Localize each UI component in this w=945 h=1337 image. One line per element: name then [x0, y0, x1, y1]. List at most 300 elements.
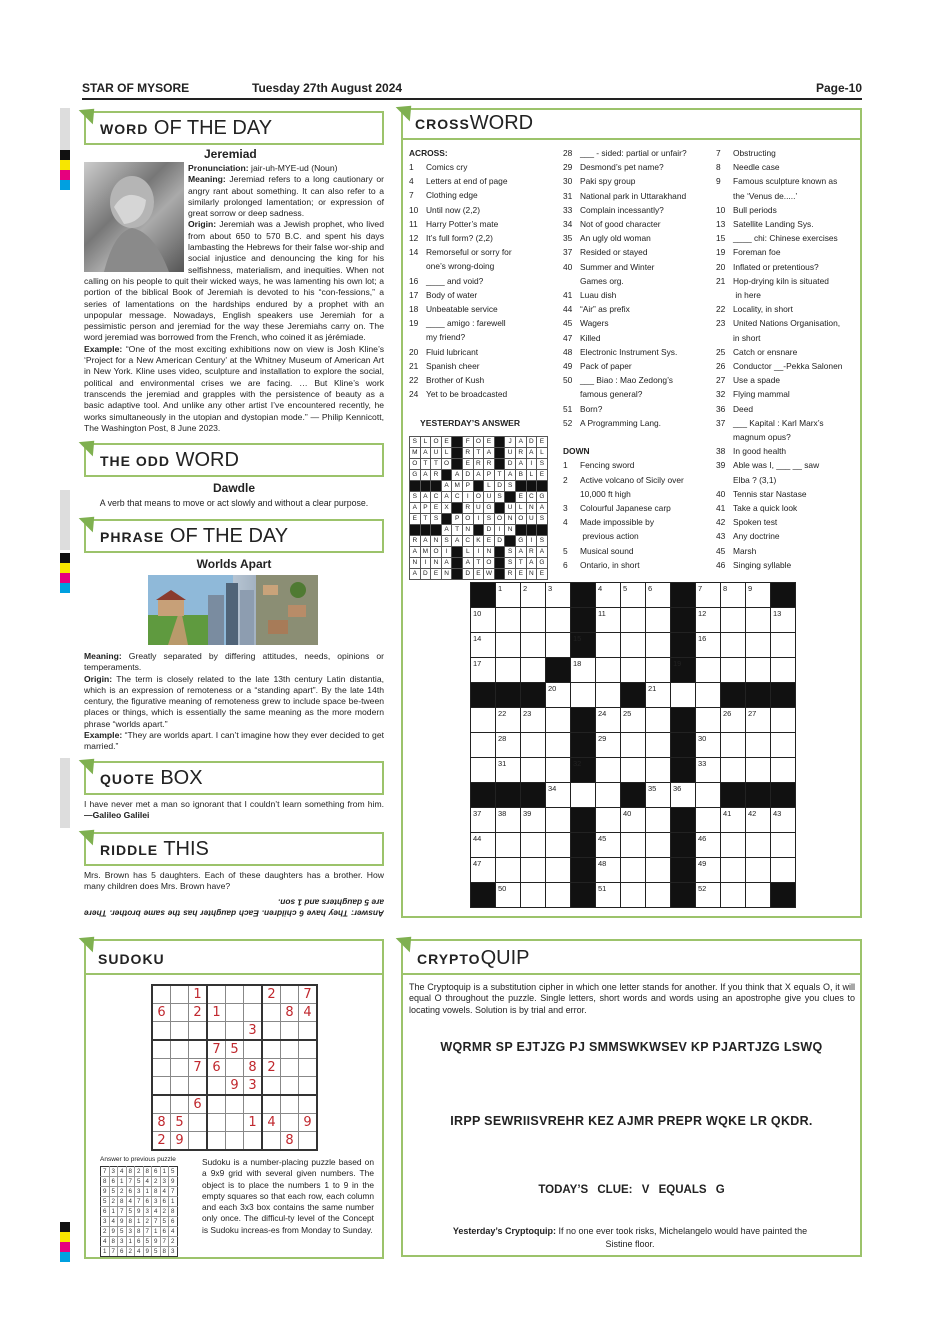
crossword-cell[interactable] — [646, 708, 671, 733]
answer-cell: M — [420, 547, 431, 558]
crossword-cell[interactable] — [721, 733, 746, 758]
clue-item: DOWN — [563, 446, 590, 457]
issue-date: Tuesday 27th August 2024 — [252, 81, 403, 95]
crossword-cell[interactable] — [646, 783, 671, 808]
sudoku-cell[interactable] — [171, 985, 189, 1004]
crossword-cell[interactable] — [746, 633, 771, 658]
crossword-cell[interactable] — [671, 683, 696, 708]
clue-item: Elba ? (3,1) — [733, 474, 777, 485]
sudoku-cell[interactable] — [226, 1132, 244, 1151]
sudoku-cell[interactable] — [299, 1040, 318, 1059]
crossword-cell[interactable] — [721, 708, 746, 733]
sudoku-cell[interactable] — [281, 1114, 299, 1132]
clue-item: in here — [733, 290, 761, 301]
crossword-cell[interactable] — [696, 733, 721, 758]
crossword-cell[interactable] — [496, 708, 521, 733]
sudoku-cell[interactable] — [281, 985, 299, 1004]
answer-cell: A — [410, 503, 421, 514]
black-square — [521, 783, 546, 808]
crossword-cell[interactable] — [696, 783, 721, 808]
crossword-cell[interactable] — [496, 608, 521, 633]
black-square — [721, 783, 746, 808]
margin-bar — [60, 758, 70, 828]
crossword-cell[interactable] — [496, 658, 521, 683]
answer-cell: M — [410, 448, 421, 459]
crossword-cell[interactable] — [646, 633, 671, 658]
crossword-cell[interactable] — [696, 833, 721, 858]
crossword-cell[interactable] — [696, 758, 721, 783]
black-square — [671, 733, 696, 758]
clue-number: 46 — [698, 834, 707, 843]
sudoku-cell[interactable] — [226, 1095, 244, 1114]
clue-item: 10,000 ft high — [580, 488, 631, 499]
clue-item: 1 Fencing sword — [563, 460, 635, 471]
clue-item: 34 Not of good character — [563, 219, 661, 230]
crossword-cell[interactable] — [471, 808, 496, 833]
crossword-cell[interactable] — [521, 658, 546, 683]
answer-cell: C — [431, 492, 442, 503]
crossword-cell[interactable] — [696, 808, 721, 833]
answer-cell: N — [431, 558, 442, 569]
sudoku-answer-cell: 7 — [152, 1217, 161, 1227]
sudoku-answer-cell: 4 — [126, 1197, 135, 1207]
crossword-cell[interactable] — [596, 733, 621, 758]
crossword-cell[interactable] — [621, 608, 646, 633]
crossword-cell[interactable] — [746, 858, 771, 883]
crossword-cell[interactable] — [621, 858, 646, 883]
crossword-cell[interactable] — [646, 733, 671, 758]
crossword-cell[interactable] — [596, 808, 621, 833]
answer-cell — [494, 558, 505, 569]
sudoku-cell[interactable] — [189, 1022, 208, 1041]
sudoku-answer-cell: 2 — [101, 1227, 110, 1237]
sudoku-cell[interactable] — [262, 1022, 281, 1041]
clue-number: 19 — [673, 659, 682, 668]
crossword-cell[interactable] — [696, 883, 721, 908]
sudoku-cell[interactable] — [189, 1114, 208, 1132]
crossword-cell[interactable] — [646, 808, 671, 833]
crossword-cell[interactable] — [596, 583, 621, 608]
sudoku-answer-cell: 6 — [135, 1237, 144, 1247]
crossword-cell[interactable] — [596, 858, 621, 883]
riddle-banner — [84, 832, 384, 866]
clue-item: 32 Flying mammal — [716, 389, 790, 400]
crossword-cell[interactable] — [521, 608, 546, 633]
answer-cell — [494, 448, 505, 459]
crossword-cell[interactable] — [696, 608, 721, 633]
answer-cell — [452, 503, 463, 514]
crossword-cell[interactable] — [646, 883, 671, 908]
sudoku-answer-cell: 5 — [135, 1177, 144, 1187]
answer-cell — [505, 536, 516, 547]
sudoku-cell[interactable] — [152, 1077, 171, 1096]
crossword-cell[interactable] — [771, 733, 796, 758]
crossword-cell[interactable] — [621, 708, 646, 733]
crossword-cell[interactable] — [771, 608, 796, 633]
clue-item: 45 Wagers — [563, 318, 609, 329]
crossword-cell[interactable] — [696, 858, 721, 883]
section-title: WORD OF THE DAY — [100, 117, 273, 139]
answer-cell: S — [431, 514, 442, 525]
sudoku-cell[interactable] — [226, 1114, 244, 1132]
answer-cell: L — [537, 448, 548, 459]
sudoku-cell[interactable] — [281, 1040, 299, 1059]
crossword-cell[interactable] — [746, 883, 771, 908]
crossword-cell[interactable] — [521, 583, 546, 608]
crossword-cell[interactable] — [696, 658, 721, 683]
black-square — [721, 683, 746, 708]
black-square — [671, 708, 696, 733]
answer-cell: E — [431, 503, 442, 514]
crossword-cell[interactable] — [746, 758, 771, 783]
crossword-cell[interactable] — [671, 783, 696, 808]
sudoku-cell[interactable] — [226, 985, 244, 1004]
sudoku-cell[interactable] — [244, 1095, 263, 1114]
crossword-cell[interactable] — [621, 658, 646, 683]
crossword-cell[interactable] — [646, 683, 671, 708]
crossword-cell[interactable] — [771, 633, 796, 658]
clue-number: 40 — [623, 809, 632, 818]
registration-mark — [60, 160, 70, 170]
riddle-answer: Answer: They have 6 children. Each daughter has the same brother. There are 5 daughters and 1 son. — [84, 897, 384, 919]
crossword-cell[interactable] — [521, 733, 546, 758]
answer-cell — [431, 481, 442, 492]
clue-number: 43 — [773, 809, 782, 818]
crossword-cell[interactable] — [621, 758, 646, 783]
crossword-cell[interactable] — [771, 658, 796, 683]
sudoku-cell[interactable] — [189, 1132, 208, 1151]
black-square — [671, 833, 696, 858]
crossword-cell[interactable] — [646, 608, 671, 633]
crossword-cell[interactable] — [621, 833, 646, 858]
crossword-cell[interactable] — [521, 858, 546, 883]
answer-cell: S — [537, 514, 548, 525]
sudoku-cell[interactable] — [171, 1040, 189, 1059]
sudoku-answer-cell: 6 — [101, 1207, 110, 1217]
clue-number: 32 — [573, 759, 582, 768]
crossword-cell[interactable] — [521, 808, 546, 833]
crossword-cell[interactable] — [471, 858, 496, 883]
sudoku-answer-cell: 6 — [160, 1197, 169, 1207]
crossword-cell[interactable] — [471, 758, 496, 783]
sudoku-cell[interactable] — [281, 1077, 299, 1096]
crossword-cell[interactable] — [521, 633, 546, 658]
sudoku-cell[interactable] — [299, 1132, 318, 1151]
sudoku-cell: 4 — [299, 1004, 318, 1022]
answer-cell: R — [473, 459, 484, 470]
sudoku-answer-cell: 9 — [143, 1247, 152, 1257]
sudoku-cell[interactable] — [262, 1132, 281, 1151]
sudoku-answer-cell: 6 — [160, 1227, 169, 1237]
clue-number: 3 — [548, 584, 553, 593]
crossword-cell[interactable] — [496, 733, 521, 758]
clue-number: 21 — [648, 684, 657, 693]
answer-cell: R — [431, 470, 442, 481]
crossword-cell[interactable] — [596, 633, 621, 658]
sudoku-answer-cell: 1 — [143, 1187, 152, 1197]
crossword-cell[interactable] — [746, 733, 771, 758]
crossword-cell[interactable] — [571, 683, 596, 708]
sudoku-cell[interactable] — [171, 1077, 189, 1096]
crossword-cell[interactable] — [546, 583, 571, 608]
sudoku-answer-cell: 9 — [169, 1177, 178, 1187]
answer-cell: O — [473, 492, 484, 503]
clue-number: 49 — [698, 859, 707, 868]
odd-word-definition: A verb that means to move or act slowly and without a clear purpose. — [99, 498, 369, 508]
crossword-cell[interactable] — [621, 583, 646, 608]
sudoku-cell[interactable] — [207, 1077, 226, 1096]
answer-cell: U — [505, 503, 516, 514]
crossword-cell[interactable] — [546, 708, 571, 733]
crossword-cell[interactable] — [471, 708, 496, 733]
clue-item: 1 Comics cry — [409, 162, 468, 172]
answer-cell: D — [494, 536, 505, 547]
sudoku-cell[interactable] — [152, 985, 171, 1004]
crossword-cell[interactable] — [621, 808, 646, 833]
crossword-cell[interactable] — [571, 658, 596, 683]
sudoku-answer-cell: 9 — [118, 1217, 127, 1227]
answer-cell: O — [462, 514, 473, 525]
crossword-cell[interactable] — [746, 833, 771, 858]
sudoku-cell[interactable] — [189, 1077, 208, 1096]
answer-cell — [494, 569, 505, 580]
crossword-cell[interactable] — [621, 883, 646, 908]
crossword-cell[interactable] — [471, 633, 496, 658]
clue-item: 52 A Programming Lang. — [563, 417, 662, 428]
crossword-cell[interactable] — [771, 833, 796, 858]
crossword-cell[interactable] — [546, 608, 571, 633]
crossword-cell[interactable] — [546, 833, 571, 858]
crossword-cell[interactable] — [521, 883, 546, 908]
sudoku-cell[interactable] — [152, 1040, 171, 1059]
clue-number: 27 — [748, 709, 757, 718]
sudoku-cell[interactable] — [152, 1095, 171, 1114]
crossword-cell[interactable] — [646, 758, 671, 783]
crossword-cell[interactable] — [471, 833, 496, 858]
sudoku-cell[interactable] — [207, 985, 226, 1004]
crossword-cell[interactable] — [646, 858, 671, 883]
sudoku-cell[interactable] — [244, 1040, 263, 1059]
sudoku-cell[interactable] — [299, 1077, 318, 1096]
clue-number: 26 — [723, 709, 732, 718]
sudoku-cell[interactable] — [244, 1004, 263, 1022]
crossword-cell[interactable] — [696, 583, 721, 608]
sudoku-cell: 8 — [281, 1004, 299, 1022]
crossword-cell[interactable] — [771, 808, 796, 833]
crossword-cell[interactable] — [646, 833, 671, 858]
sudoku-answer-cell: 7 — [109, 1247, 118, 1257]
sudoku-cell[interactable] — [299, 1022, 318, 1041]
crossword-cell[interactable] — [746, 608, 771, 633]
crossword-cell[interactable] — [496, 633, 521, 658]
crossword-cell[interactable] — [596, 783, 621, 808]
clue-item: 12 It’s full form? (2,2) — [409, 233, 493, 244]
crossword-cell[interactable] — [546, 783, 571, 808]
clue-number: 2 — [523, 584, 528, 593]
sudoku-cell[interactable] — [207, 1114, 226, 1132]
clue-item: 22 Locality, in short — [716, 304, 793, 315]
answer-cell — [494, 547, 505, 558]
clue-item: 25 Catch or ensnare — [716, 346, 798, 357]
answer-cell: I — [473, 514, 484, 525]
crossword-cell[interactable] — [721, 633, 746, 658]
sudoku-answer-cell: 2 — [152, 1177, 161, 1187]
sudoku-cell: 2 — [152, 1132, 171, 1151]
sudoku-cell[interactable] — [207, 1132, 226, 1151]
black-square — [671, 633, 696, 658]
crossword-cell[interactable] — [546, 858, 571, 883]
clue-number: 11 — [598, 609, 606, 618]
sudoku-cell[interactable] — [262, 1004, 281, 1022]
crossword-cell[interactable] — [496, 583, 521, 608]
sudoku-cell[interactable] — [171, 1004, 189, 1022]
crossword-cell[interactable] — [596, 708, 621, 733]
clue-item: 4 Letters at end of page — [409, 176, 508, 187]
sudoku-cell[interactable] — [299, 1095, 318, 1114]
crossword-cell[interactable] — [471, 733, 496, 758]
crossword-cell[interactable] — [471, 658, 496, 683]
clue-item: 3 Colourful Japanese carp — [563, 503, 671, 514]
answer-cell — [431, 525, 442, 536]
crossword-cell[interactable] — [746, 708, 771, 733]
crossword-cell[interactable] — [546, 758, 571, 783]
sudoku-cell[interactable] — [281, 1022, 299, 1041]
crossword-cell[interactable] — [596, 833, 621, 858]
crossword-cell[interactable] — [496, 833, 521, 858]
crossword-cell[interactable] — [696, 683, 721, 708]
crossword-cell[interactable] — [771, 858, 796, 883]
crossword-cell[interactable] — [746, 583, 771, 608]
clue-number: 51 — [598, 884, 607, 893]
sudoku-cell[interactable] — [207, 1095, 226, 1114]
crossword-cell[interactable] — [521, 833, 546, 858]
answer-cell: A — [420, 448, 431, 459]
corner-triangle-icon — [396, 930, 419, 953]
section-title: PHRASE OF THE DAY — [100, 525, 289, 547]
crossword-cell[interactable] — [496, 858, 521, 883]
crossword-cell[interactable] — [746, 658, 771, 683]
sudoku-cell[interactable] — [262, 1077, 281, 1096]
crossword-cell[interactable] — [596, 658, 621, 683]
sudoku-cell: 5 — [226, 1040, 244, 1059]
crossword-cell[interactable] — [596, 608, 621, 633]
sudoku-answer-cell: 4 — [109, 1217, 118, 1227]
answer-cell: R — [515, 448, 526, 459]
answer-cell: A — [515, 547, 526, 558]
crossword-cell[interactable] — [496, 808, 521, 833]
crossword-cell[interactable] — [596, 758, 621, 783]
sudoku-answer-cell: 6 — [109, 1177, 118, 1187]
sudoku-cell[interactable] — [262, 1095, 281, 1114]
answer-cell: G — [537, 558, 548, 569]
crossword-cell[interactable] — [596, 683, 621, 708]
answer-cell: S — [537, 459, 548, 470]
sudoku-cell[interactable] — [281, 1095, 299, 1114]
answer-cell: N — [505, 514, 516, 525]
answer-cell: T — [420, 459, 431, 470]
crossword-cell[interactable] — [596, 883, 621, 908]
crossword-cell[interactable] — [721, 808, 746, 833]
sudoku-answer-cell: 2 — [109, 1197, 118, 1207]
clue-item: in short — [733, 332, 761, 343]
registration-mark — [60, 180, 70, 190]
sudoku-cell[interactable] — [189, 1040, 208, 1059]
answer-cell — [473, 481, 484, 492]
black-square — [621, 783, 646, 808]
crossword-cell[interactable] — [521, 708, 546, 733]
sudoku-answer-cell: 8 — [126, 1167, 135, 1177]
sudoku-cell[interactable] — [226, 1059, 244, 1077]
sudoku-cell[interactable] — [244, 985, 263, 1004]
crossword-cell[interactable] — [521, 758, 546, 783]
crossword-cell[interactable] — [721, 608, 746, 633]
sudoku-cell[interactable] — [171, 1022, 189, 1041]
corner-triangle-icon — [79, 752, 102, 775]
sudoku-cell[interactable] — [281, 1059, 299, 1077]
sudoku-cell[interactable] — [171, 1095, 189, 1114]
black-square — [771, 783, 796, 808]
crossword-cell[interactable] — [646, 583, 671, 608]
crossword-cell[interactable] — [771, 758, 796, 783]
crossword-cell[interactable] — [546, 733, 571, 758]
crossword-cell[interactable] — [546, 808, 571, 833]
answer-cell: P — [484, 470, 495, 481]
sudoku-answer-cell: 3 — [118, 1237, 127, 1247]
crossword-cell[interactable] — [496, 758, 521, 783]
crossword-cell[interactable] — [721, 583, 746, 608]
crossword-cell[interactable] — [621, 733, 646, 758]
crossword-cell[interactable] — [696, 633, 721, 658]
crossword-cell[interactable] — [696, 708, 721, 733]
crossword-cell[interactable] — [621, 633, 646, 658]
clue-item: 37 Resided or stayed — [563, 247, 648, 258]
crossword-cell[interactable] — [746, 808, 771, 833]
crossword-cell[interactable] — [546, 883, 571, 908]
yesterday-answer-grid — [409, 436, 548, 580]
answer-cell — [410, 525, 421, 536]
word-definition-text: Pronunciation: jair-uh-MYE-ud (Noun) Meaning: Jeremiad refers to a long cautionary or angry rant about something. It can also refer to a similarly prolonged lamentation; or expression of great sorrow or deep sadness. Origin: Jeremiah was a Jewish prophet, who lived from about 650 to 570 B.C. and spent his days lambasting the Hebrews for their false wor-ship and social injustice and denouncing the king for his selfishness, materialism, and inequities. When not calling on his people to quit their wicked ways, he was lamenting his own lot; a portion of the biblical Book of Jeremiah is devoted to his “con-fessions,” a series of lamentations on the hardships endured by a prophet with an unpopular message. Nowadays, English speakers use Jeremiah for a pessimistic person and jeremiad for the way these Jeremiahs carry on. The word jeremiad was borrowed from the French, who coined it as jérémiade. Example: “One of the most exciting exhibitions now on view is Josh Kline’s ‘Project for a New American Century’ at the Whitney Museum of American Art in New York. Kline uses video, sculpture and installation to explore the social, political and environmental crises we are facing. … But Kline’s work transcends the jeremiad and grapples with the persistence of beauty as a basic adaptive tool. And unlike any other artist I’ve encountered recently, he works simultaneously in the utopian and dystopian mode.” — Philip Kennicott, The Washington Post, 8 June 2023. — [84, 163, 384, 433]
answer-cell: T — [473, 558, 484, 569]
crossword-cell[interactable] — [721, 858, 746, 883]
crossword-cell[interactable] — [546, 633, 571, 658]
crossword-cell[interactable] — [721, 758, 746, 783]
answer-cell: D — [462, 470, 473, 481]
sudoku-cell[interactable] — [207, 1022, 226, 1041]
crossword-cell[interactable] — [646, 658, 671, 683]
sudoku-cell[interactable] — [299, 1059, 318, 1077]
sudoku-cell[interactable] — [244, 1132, 263, 1151]
crossword-cell[interactable] — [471, 608, 496, 633]
crossword-cell[interactable] — [721, 658, 746, 683]
answer-cell — [452, 547, 463, 558]
corner-triangle-icon — [79, 510, 102, 533]
crossword-cell[interactable] — [571, 783, 596, 808]
sudoku-cell[interactable] — [152, 1022, 171, 1041]
crossword-cell[interactable] — [721, 833, 746, 858]
sudoku-cell[interactable] — [262, 1040, 281, 1059]
crossword-cell[interactable] — [771, 708, 796, 733]
crossword-cell[interactable] — [721, 883, 746, 908]
crossword-cell[interactable] — [496, 883, 521, 908]
sudoku-answer-cell: 5 — [126, 1207, 135, 1217]
sudoku-answer-cell: 4 — [160, 1187, 169, 1197]
crossword-cell[interactable] — [546, 683, 571, 708]
black-square — [571, 808, 596, 833]
sudoku-cell[interactable] — [226, 1004, 244, 1022]
sudoku-cell[interactable] — [152, 1059, 171, 1077]
sudoku-cell[interactable] — [171, 1059, 189, 1077]
sudoku-cell[interactable] — [226, 1022, 244, 1041]
